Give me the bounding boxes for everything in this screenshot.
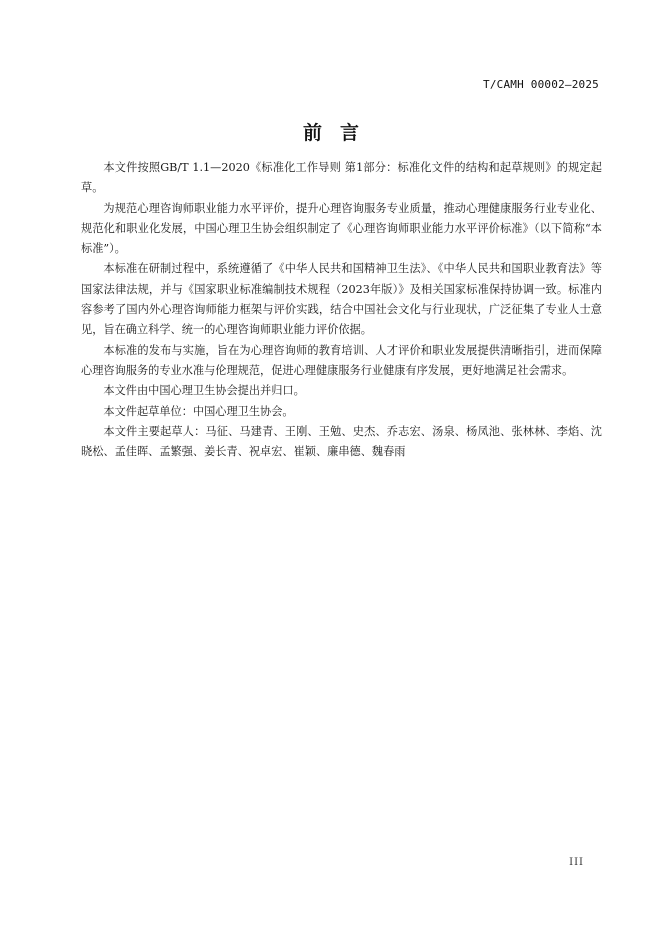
page-title: 前言 [302, 122, 377, 144]
foreword-body [81, 158, 602, 462]
paragraph-purpose: 为规范心理咨询师职业能力水平评价，提升心理咨询服务专业质量，推动心理健康服务行业专业化、规范化和职业化发展，中国心理卫生协会组织制定了《心理咨询师职业能力水平评价标准》（以下简称“本标准”）。 [81, 201, 602, 256]
page-number: III [569, 857, 584, 868]
paragraph-implementation: 本标准的发布与实施，旨在为心理咨询师的教育培训、人才评价和职业发展提供清晰指引，进而保障心理咨询服务的专业水准与伦理规范，促进心理健康服务行业健康有序发展，更好地满足社会需求。 [81, 343, 602, 377]
paragraph-drafting-rules: 本文件按照GB/T 1.1—2020《标准化工作导则 第1部分：标准化文件的结构和起草规则》的规定起草。 [81, 161, 602, 195]
paragraph-proposer: 本文件由中国心理卫生协会提出并归口。 [103, 384, 305, 398]
paragraph-drafters: 本文件主要起草人：马征、马建青、王刚、王勉、史杰、乔志宏、汤泉、杨凤池、张林林、李焰、沈晓松、孟佳晖、孟繁强、姜长青、祝卓宏、崔颖、廉串德、魏春雨 [81, 424, 602, 459]
document-code: T/CAMH 00002—2025 [483, 78, 599, 91]
paragraph-development: 本标准在研制过程中，系统遵循了《中华人民共和国精神卫生法》、《中华人民共和国职业教育法》等国家法律法规，并与《国家职业标准编制技术规程（2023年版）》及相关国家标准保持协调一致。标准内容参考了国内外心理咨询师能力框架与评价实践，结合中国社会文化与行业现状，广泛征集了专业人士意见，旨在确立科学、统一的心理咨询师职业能力评价依据。 [81, 262, 602, 337]
paragraph-drafting-unit: 本文件起草单位：中国心理卫生协会。 [103, 404, 294, 418]
